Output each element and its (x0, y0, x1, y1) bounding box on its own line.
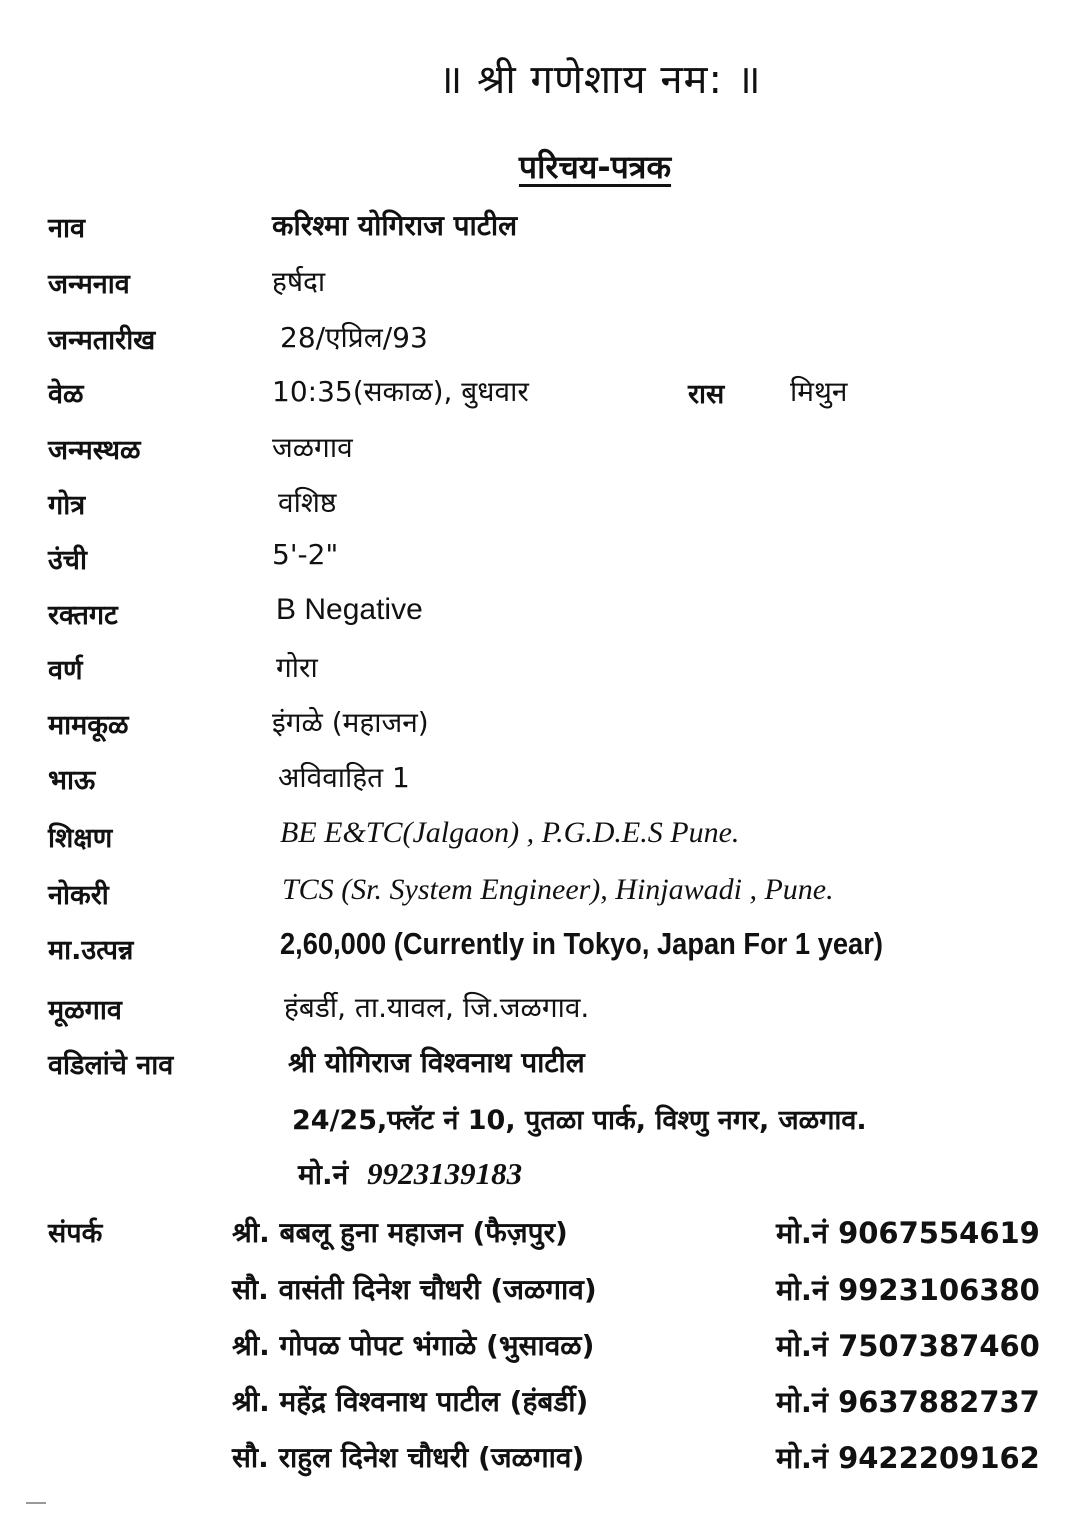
contact-phone-number: 9923106380 (838, 1273, 1040, 1307)
label-native-place: मूळगाव (48, 995, 122, 1026)
label-birth-date: जन्मतारीख (48, 325, 156, 356)
contact-phone-number: 7507387460 (838, 1329, 1040, 1363)
value-birth-time: 10:35(सकाळ), बुधवार (272, 375, 529, 408)
value-complexion: गोरा (276, 651, 318, 684)
label-complexion: वर्ण (48, 655, 83, 686)
label-birth-place: जन्मस्थळ (48, 435, 141, 466)
value-brother: अविवाहित 1 (278, 761, 410, 794)
invocation-heading: ॥ श्री गणेशाय नम: ॥ (438, 57, 762, 103)
contact-phone-number: 9422209162 (838, 1441, 1040, 1475)
label-father-name: वडिलांचे नाव (48, 1050, 174, 1081)
contact-phone-prefix: मो.नं (776, 1273, 828, 1307)
label-job: नोकरी (48, 880, 109, 911)
value-native-place: हंबर्डी, ता.यावल, जि.जळगाव. (284, 991, 590, 1024)
father-phone-prefix: मो.नं (298, 1158, 349, 1191)
contact-name-3: श्री. गोपळ पोपट भंगाळे (भुसावळ) (232, 1329, 595, 1362)
value-birth-date: 28/एप्रिल/93 (280, 321, 428, 354)
label-contact: संपर्क (48, 1218, 103, 1249)
label-height: उंची (48, 545, 87, 576)
value-income: 2,60,000 (Currently in Tokyo, Japan For 1 year) (280, 926, 883, 961)
father-phone-number: 9923139183 (367, 1156, 523, 1191)
value-height: 5'-2" (272, 538, 339, 571)
contact-phone-4 (776, 1382, 1040, 1421)
contact-name-5: सौ. राहुल दिनेश चौधरी (जळगाव) (232, 1441, 585, 1474)
contact-phone-1 (776, 1213, 1040, 1252)
contact-phone-prefix: मो.नं (776, 1216, 828, 1250)
contact-phone-number: 9067554619 (838, 1216, 1040, 1250)
divider (26, 1502, 46, 1504)
value-birth-place: जळगाव (272, 431, 353, 464)
contact-name-2: सौ. वासंती दिनेश चौधरी (जळगाव) (232, 1273, 597, 1306)
label-rashi: रास (688, 379, 725, 410)
value-father-name: श्री योगिराज विश्वनाथ पाटील (288, 1046, 585, 1079)
label-birth-name: जन्मनाव (48, 269, 130, 300)
label-brother: भाऊ (48, 765, 96, 796)
value-job: TCS (Sr. System Engineer), Hinjawadi , Pune. (282, 873, 834, 906)
label-income: मा.उत्पन्न (48, 935, 134, 966)
contact-phone-3 (776, 1326, 1040, 1365)
contact-name-1: श्री. बबलू हुना महाजन (फैज़पुर) (232, 1216, 568, 1249)
value-gotra: वशिष्ठ (278, 486, 337, 519)
value-birth-name: हर्षदा (272, 265, 326, 298)
contact-phone-5 (776, 1438, 1040, 1477)
contact-phone-prefix: मो.नं (776, 1329, 828, 1363)
contact-name-4: श्री. महेंद्र विश्वनाथ पाटील (हंबर्डी) (232, 1385, 589, 1418)
contact-phone-number: 9637882737 (838, 1385, 1040, 1419)
father-phone (298, 1155, 522, 1193)
label-blood-group: रक्तगट (48, 600, 118, 631)
label-name: नाव (48, 213, 85, 244)
label-maternal-family: मामकूळ (48, 710, 129, 741)
value-maternal-family: इंगळे (महाजन) (272, 706, 429, 739)
label-gotra: गोत्र (48, 490, 86, 521)
value-blood-group: B Negative (276, 593, 423, 626)
contact-phone-2 (776, 1270, 1040, 1309)
document-title: परिचय-पत्रक (518, 148, 672, 186)
label-education: शिक्षण (48, 823, 113, 854)
contact-phone-prefix: मो.नं (776, 1441, 828, 1475)
contact-phone-prefix: मो.नं (776, 1385, 828, 1419)
value-education: BE E&TC(Jalgaon) , P.G.D.E.S Pune. (280, 816, 740, 849)
value-rashi: मिथुन (790, 375, 848, 408)
label-birth-time: वेळ (48, 379, 84, 410)
value-name: करिश्मा योगिराज पाटील (272, 209, 518, 242)
father-address: 24/25,फ्लॅट नं 10, पुतळा पार्क, विश्णु नगर, जळगाव. (292, 1105, 867, 1136)
